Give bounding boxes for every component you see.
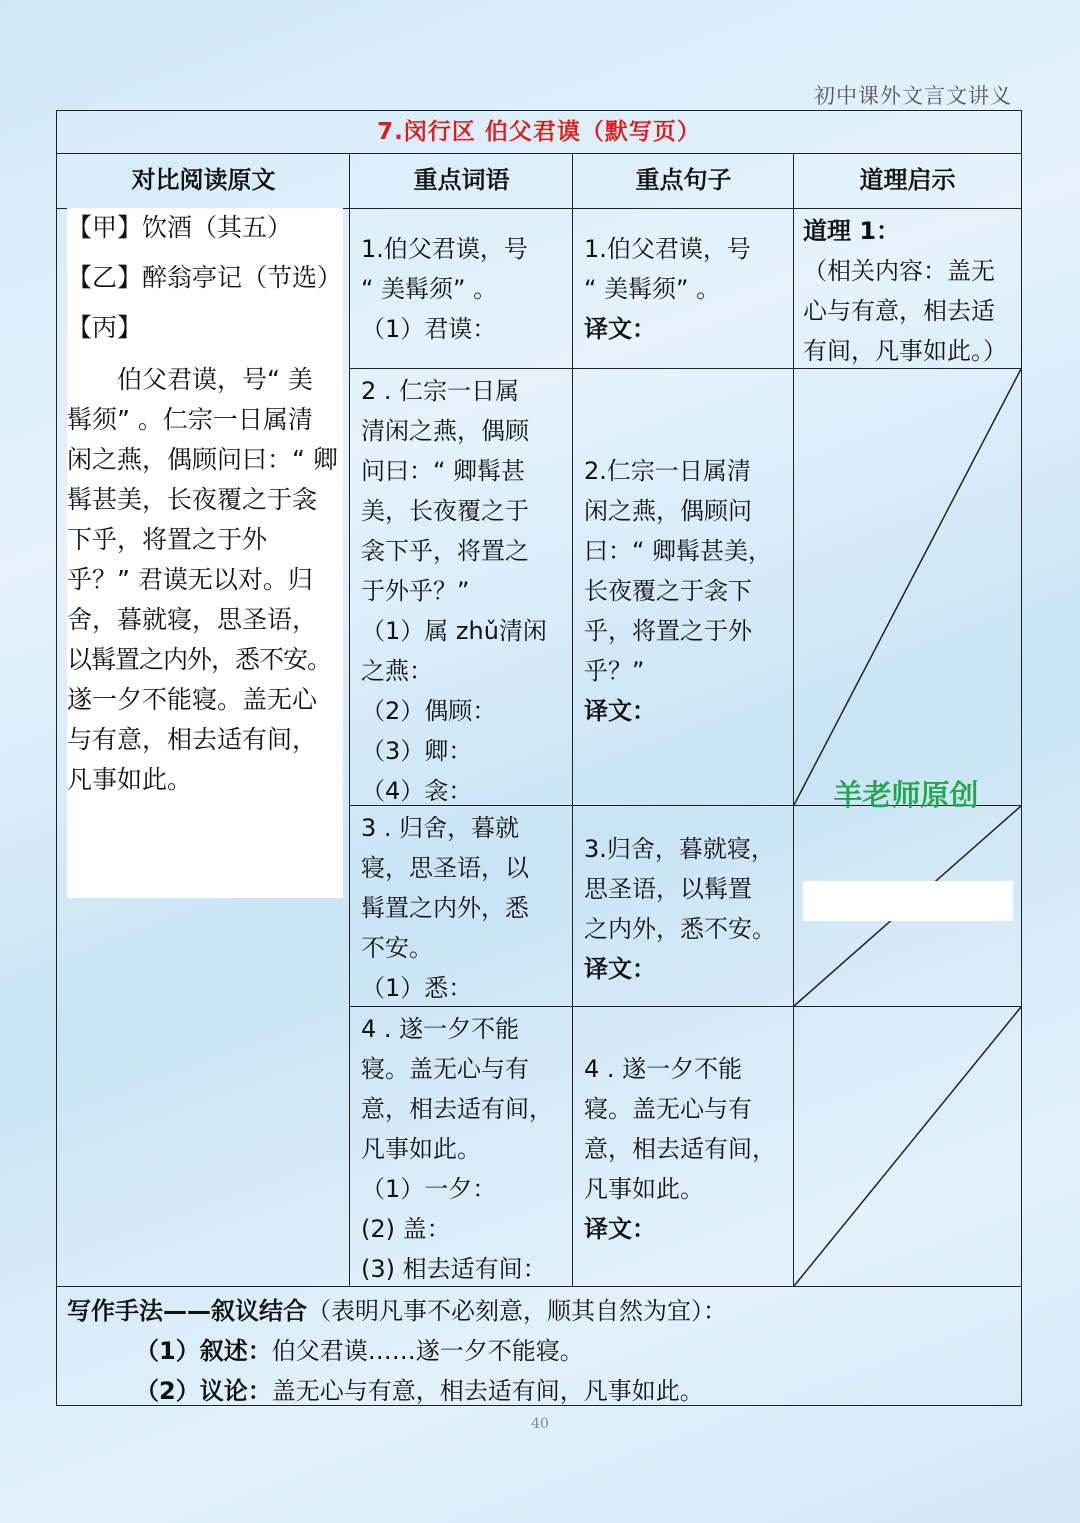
words-line: (3) 相去适有间： — [361, 1255, 547, 1283]
words-line: 美，长夜覆之于 — [361, 497, 529, 525]
words-line: （3）卿： — [361, 737, 473, 765]
column-header-lessons: 道理启示 — [794, 153, 1021, 209]
words-line: 不安。 — [361, 934, 433, 962]
technique-heading: 写作手法——叙议结合 — [67, 1297, 307, 1325]
text-line: 与有意，相去适有间， — [67, 725, 318, 754]
words-line: 2 . 仁宗一日属 — [361, 377, 520, 405]
words-line: （1）属 zhǔ清闲 — [361, 617, 547, 645]
sentence-cell-3 — [584, 829, 788, 989]
text-line: 髯须” 。仁宗一日属清 — [67, 405, 313, 434]
words-line: （1）君谟： — [361, 315, 497, 343]
column-header-words: 重点词语 — [350, 153, 573, 209]
words-line: “ 美髯须” 。 — [361, 275, 498, 303]
text-line: 乎？” 君谟无以对。归 — [67, 565, 313, 594]
words-line: 于外乎？” — [361, 577, 470, 605]
item-text: 盖无心与有意，相去适有间，凡事如此。 — [271, 1377, 704, 1405]
lesson-line: 心与有意，相去适 — [803, 297, 995, 325]
diagonal-line — [794, 369, 1021, 805]
words-cell-2 — [361, 371, 567, 811]
text-bing-label: 【丙】 — [67, 313, 143, 342]
words-line: 意，相去适有间， — [361, 1095, 553, 1123]
words-line: 寝，思圣语，以 — [361, 854, 529, 882]
text-line: 下乎，将置之于外 — [67, 525, 268, 554]
sentence-line: 4 . 遂一夕不能 — [584, 1055, 743, 1083]
sentence-cell-2 — [584, 451, 788, 731]
text-line: 舍，暮就寝，思圣语， — [67, 605, 318, 634]
words-line: （2）偶顾： — [361, 697, 497, 725]
sentence-line: 意，相去适有间， — [584, 1135, 776, 1163]
words-line: 清闲之燕，偶顾 — [361, 417, 529, 445]
sentence-line: 曰：“ 卿髯甚美， — [584, 537, 773, 565]
lesson-line: 有间，凡事如此。） — [803, 337, 1007, 365]
diagonal-line — [794, 1007, 1021, 1286]
item-label: （1）叙述： — [135, 1337, 272, 1365]
sentence-line: 乎？” — [584, 657, 645, 685]
poem-jia: 【甲】饮酒（其五） — [67, 213, 293, 242]
page-number: 40 — [531, 1416, 549, 1432]
words-line: 衾下乎，将置之 — [361, 537, 529, 565]
item-text: 伯父君谟……遂一夕不能寝。 — [271, 1337, 584, 1365]
text-line: 闲之燕，偶顾问曰：“ 卿 — [67, 445, 338, 474]
lesson-line: （相关内容：盖无 — [803, 257, 995, 285]
translation-label: 译文： — [584, 697, 656, 725]
lesson-cell-1 — [803, 211, 1017, 371]
column-header-original: 对比阅读原文 — [57, 153, 350, 209]
words-line: （1）悉： — [361, 974, 473, 1002]
text-line: 伯父君谟，号“ 美 — [117, 365, 313, 394]
sentence-cell-4 — [584, 1049, 788, 1249]
text-line: 遂一夕不能寝。盖无心 — [67, 685, 318, 714]
words-line: 髯置之内外，悉 — [361, 894, 529, 922]
text-line: 凡事如此。 — [67, 765, 193, 794]
words-line: 之燕： — [361, 657, 433, 685]
sentence-line: “ 美髯须” 。 — [584, 275, 721, 303]
sentence-line: 乎，将置之于外 — [584, 617, 752, 645]
sentence-line: 凡事如此。 — [584, 1175, 704, 1203]
item-label: （2）议论： — [135, 1377, 272, 1405]
words-cell-3 — [361, 808, 567, 1008]
sentence-line: 思圣语，以髯置 — [584, 875, 752, 903]
sentence-line: 闲之燕，偶顾问 — [584, 497, 752, 525]
sentence-line: 3.归舍，暮就寝， — [584, 835, 775, 863]
words-line: 1.伯父君谟，号 — [361, 235, 528, 263]
words-cell-1 — [361, 229, 567, 349]
column-header-sentences: 重点句子 — [573, 153, 794, 209]
words-line: （4）衾： — [361, 777, 473, 805]
text-line: 以髯置之内外，悉不安。 — [67, 645, 332, 674]
original-text — [67, 208, 343, 800]
watermark: 羊老师原创 — [833, 778, 979, 812]
sentence-line: 1.伯父君谟，号 — [584, 235, 751, 263]
sentence-line: 之内外，悉不安。 — [584, 915, 776, 943]
lesson-heading: 道理 1： — [803, 217, 901, 245]
writing-technique — [67, 1291, 727, 1411]
blank-strip — [803, 881, 1013, 921]
sentence-line: 2.仁宗一日属清 — [584, 457, 751, 485]
sentence-line: 长夜覆之于衾下 — [584, 577, 752, 605]
translation-label: 译文： — [584, 1215, 656, 1243]
words-line: 凡事如此。 — [361, 1135, 481, 1163]
worksheet-table — [56, 110, 1022, 1406]
sentence-line: 寝。盖无心与有 — [584, 1095, 752, 1123]
translation-label: 译文： — [584, 955, 656, 983]
technique-note: （表明凡事不必刻意，顺其自然为宜）： — [307, 1297, 727, 1325]
essay-yi: 【乙】醉翁亭记（节选） — [67, 263, 343, 292]
header-label: 初中课外文言文讲义 — [814, 84, 1012, 108]
sentence-cell-1 — [584, 229, 788, 349]
words-line: 4 . 遂一夕不能 — [361, 1015, 520, 1043]
words-cell-4 — [361, 1009, 567, 1289]
worksheet-title: 7.闵行区 伯父君谟（默写页） — [57, 111, 1021, 154]
words-line: (2) 盖： — [361, 1215, 451, 1243]
words-line: 问曰：“ 卿髯甚 — [361, 457, 526, 485]
words-line: 寝。盖无心与有 — [361, 1055, 529, 1083]
translation-label: 译文： — [584, 315, 656, 343]
text-line: 髯甚美，长夜覆之于衾 — [67, 485, 318, 514]
words-line: 3 . 归舍，暮就 — [361, 814, 520, 842]
words-line: （1）一夕： — [361, 1175, 497, 1203]
text-bing-body — [67, 360, 343, 800]
